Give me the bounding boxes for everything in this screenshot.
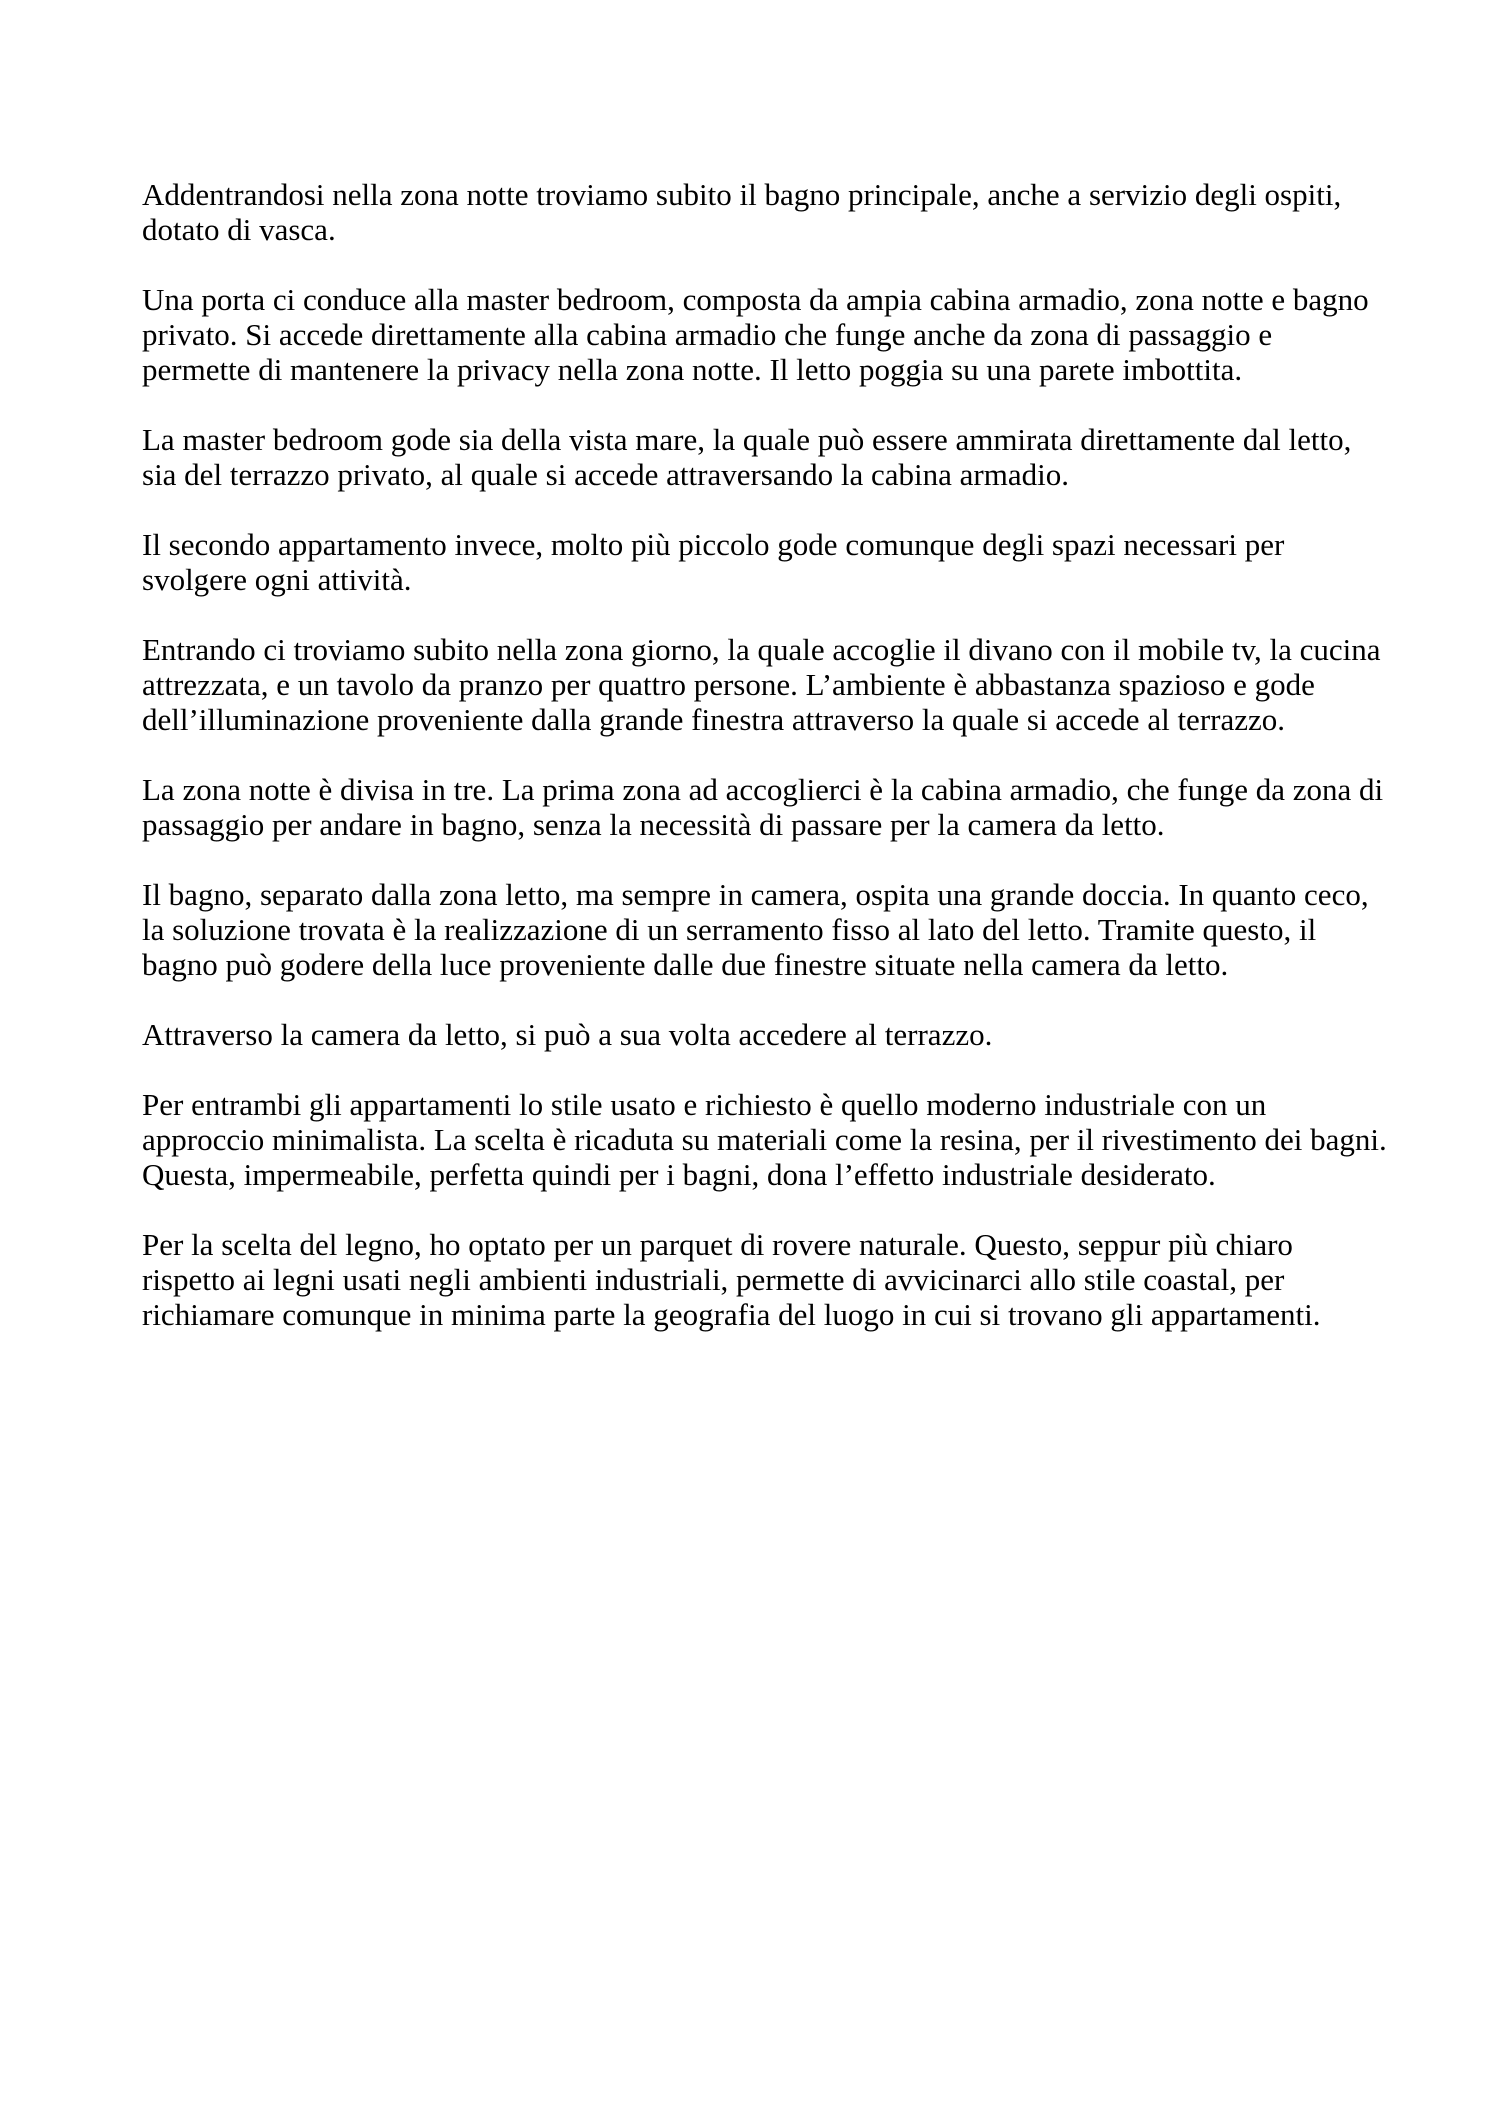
text-line: privato. Si accede direttamente alla cabina armadio che funge anche da zona di passaggio e [142,317,1273,352]
text-line: Entrando ci troviamo subito nella zona giorno, la quale accoglie il divano con il mobile tv, la cucina [142,632,1381,667]
paragraph-style [142,1087,1387,1192]
text-line: passaggio per andare in bagno, senza la necessità di passare per la camera da letto. [142,807,1165,842]
paragraph-master-bedroom [142,282,1370,387]
text-line: La master bedroom gode sia della vista mare, la quale può essere ammirata direttamente dal letto, [142,422,1352,457]
paragraph-sea-view [142,422,1370,492]
text-line: Per la scelta del legno, ho optato per un parquet di rovere naturale. Questo, seppur più chiaro [142,1227,1293,1262]
paragraph-second-apartment [142,527,1370,597]
text-line: dotato di vasca. [142,212,336,247]
text-line: attrezzata, e un tavolo da pranzo per quattro persone. L’ambiente è abbastanza spazioso e gode [142,667,1315,702]
text-line: svolgere ogni attività. [142,562,412,597]
text-line: Addentrandosi nella zona notte troviamo subito il bagno principale, anche a servizio degli ospiti, [142,177,1342,212]
text-line: approccio minimalista. La scelta è ricaduta su materiali come la resina, per il rivestimento dei bagni. [142,1122,1387,1157]
text-line: Per entrambi gli appartamenti lo stile usato e richiesto è quello moderno industriale con un [142,1087,1267,1122]
text-line: rispetto ai legni usati negli ambienti industriali, permette di avvicinarci allo stile coastal, per [142,1262,1285,1297]
paragraph-terrace-access [142,1017,1370,1052]
paragraph-bathroom-intro [142,177,1370,247]
text-line: Una porta ci conduce alla master bedroom, composta da ampia cabina armadio, zona notte e bagno [142,282,1369,317]
paragraph-living-area [142,632,1381,737]
text-line: Questa, impermeabile, perfetta quindi per i bagni, dona l’effetto industriale desiderato. [142,1157,1216,1192]
text-line: dell’illuminazione proveniente dalla grande finestra attraverso la quale si accede al terrazzo. [142,702,1285,737]
text-line: bagno può godere della luce proveniente dalle due finestre situate nella camera da letto. [142,947,1229,982]
paragraph-night-zone [142,772,1384,842]
text-line: richiamare comunque in minima parte la geografia del luogo in cui si trovano gli appartamenti. [142,1297,1321,1332]
text-line: Attraverso la camera da letto, si può a sua volta accedere al terrazzo. [142,1017,993,1052]
text-line: Il bagno, separato dalla zona letto, ma sempre in camera, ospita una grande doccia. In quanto ceco, [142,877,1369,912]
text-line: La zona notte è divisa in tre. La prima zona ad accoglierci è la cabina armadio, che funge da zona di [142,772,1384,807]
text-line: permette di mantenere la privacy nella zona notte. Il letto poggia su una parete imbottita. [142,352,1243,387]
paragraph-bathroom-shower [142,877,1370,982]
paragraph-wood-choice [142,1227,1370,1332]
text-line: sia del terrazzo privato, al quale si accede attraversando la cabina armadio. [142,457,1069,492]
text-line: Il secondo appartamento invece, molto più piccolo gode comunque degli spazi necessari per [142,527,1285,562]
text-line: la soluzione trovata è la realizzazione di un serramento fisso al lato del letto. Tramite questo, il [142,912,1317,947]
